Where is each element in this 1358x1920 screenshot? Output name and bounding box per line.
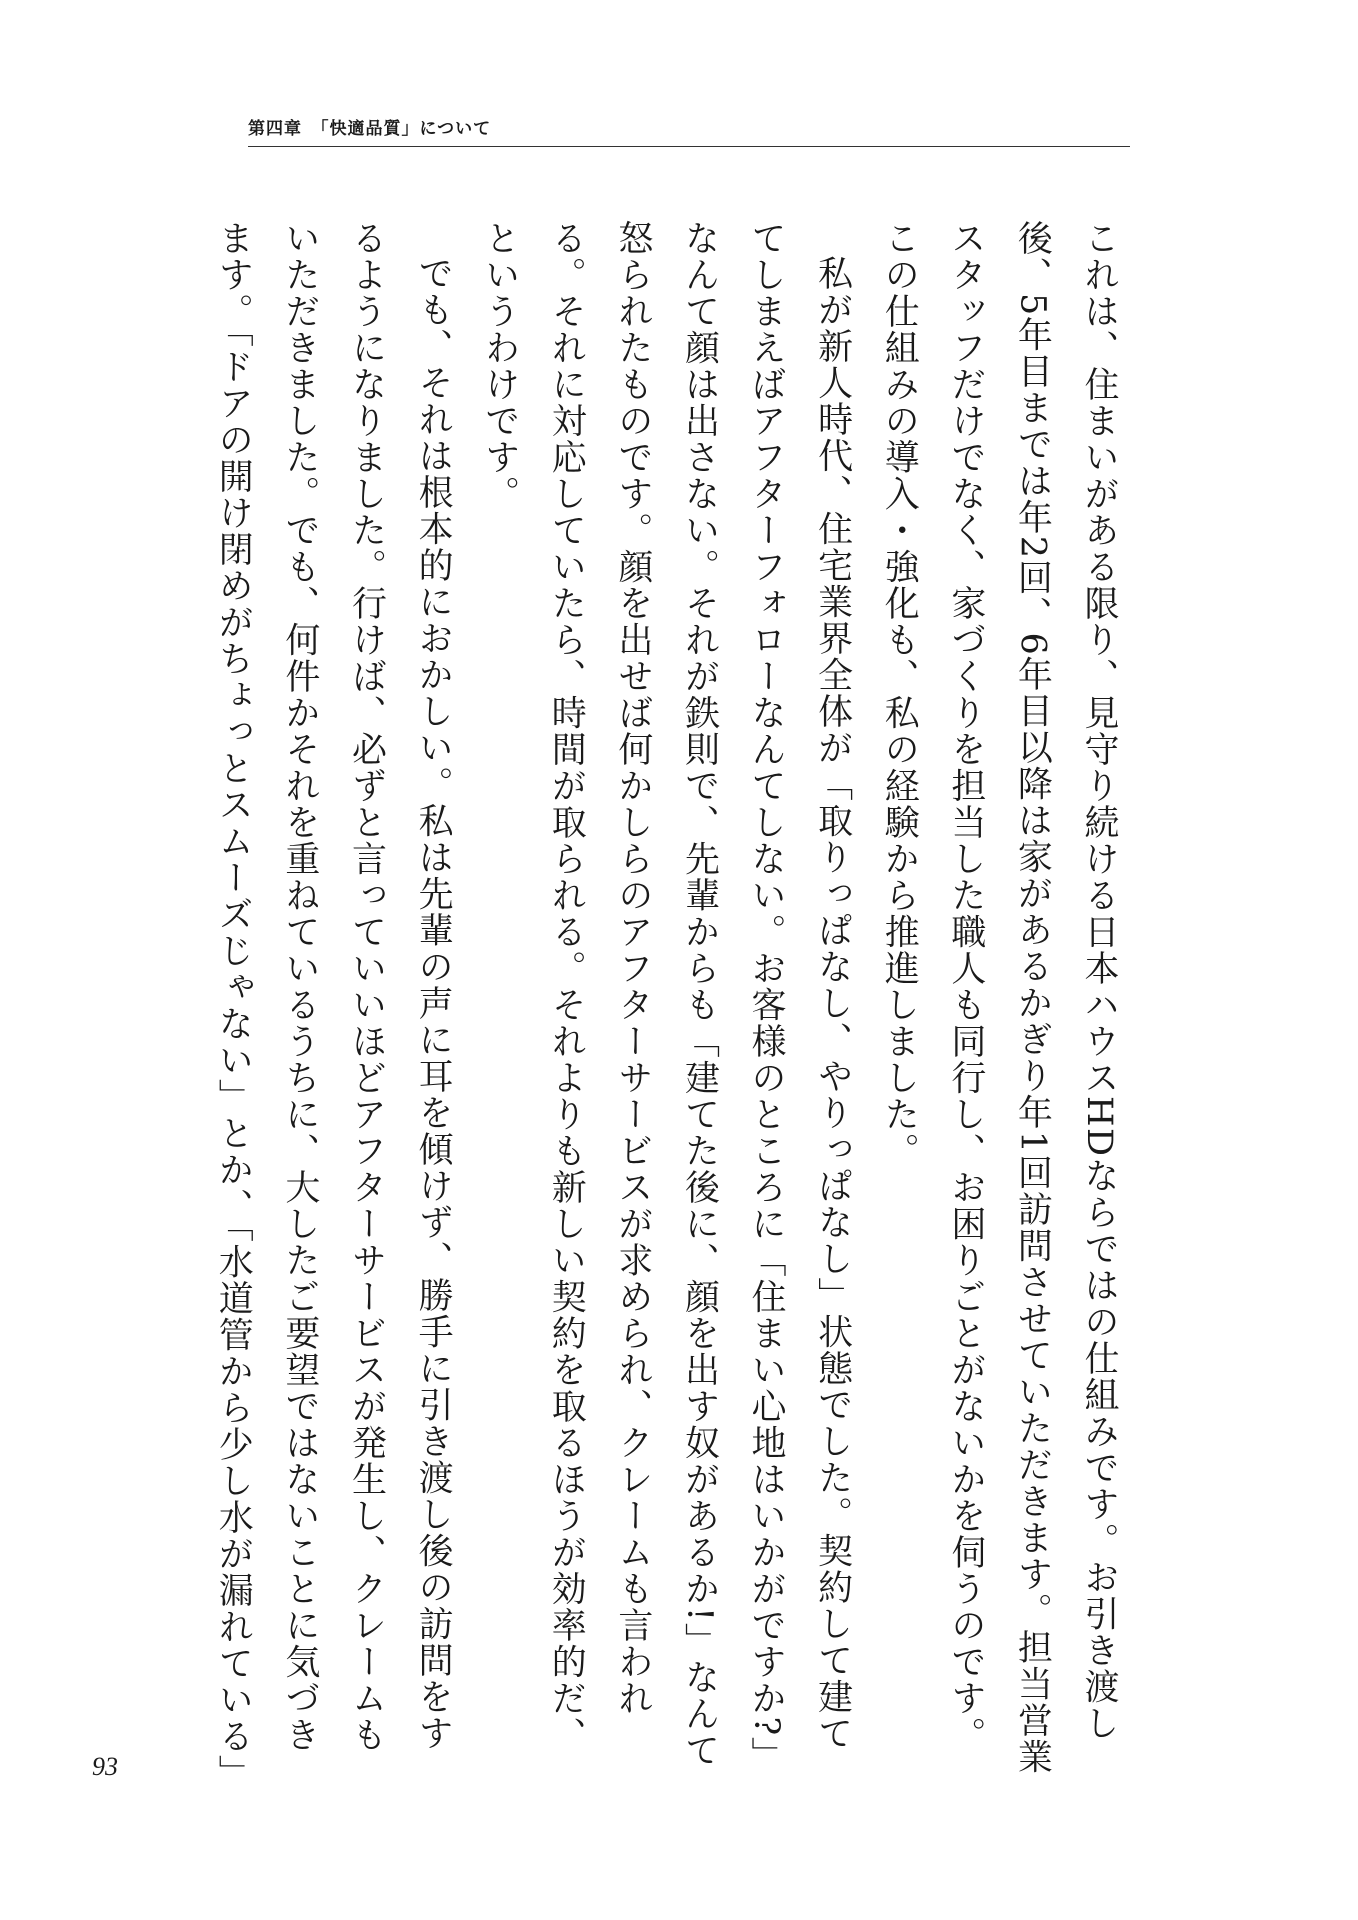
paragraph-3: でも、それは根本的におかしい。私は先輩の声に耳を傾けず、勝手に引き渡し後の訪問をするようになりました。行けば、必ずと言っていいほどアフターサービスが発生し、クレームもいただきました。でも、何件かそれを重ねているうちに、大したご要望ではないことに気づきます。「ドアの開け閉めがちょっとスムーズじゃない」とか、「水道管から少し水が漏れている」 (213, 220, 454, 1791)
running-head (248, 112, 1130, 147)
paragraph-1: これは、住まいがある限り、見守り続ける日本ハウスHDならではの仕組みです。お引き渡し後、5年目までは年2回、6年目以降は家があるかぎり年1回訪問させていただきます。担当営業スタッフだけでなく、家づくりを担当した職人も同行し、お困りごとがないかを伺うのです。この仕組みの導入・強化も、私の経験から推進しました。 (879, 220, 1119, 1776)
chapter-title: 第四章 「快適品質」について (248, 119, 492, 139)
paragraph-2: 私が新人時代、住宅業界全体が「取りっぱなし、やりっぱなし」状態でした。契約して建ててしまえばアフターフォローなんてしない。お客様のところに「住まい心地はいかがですか?」なんて顔は出さない。それが鉄則で、先輩からも「建てた後に、顔を出す奴があるか!」なんて怒られたものです。顔を出せば何かしらのアフターサービスが求められ、クレームも言われる。それに対応していたら、時間が取られる。それよりも新しい契約を取るほうが効率的だ、というわけです。 (479, 220, 853, 1774)
page-number: 93 (92, 1752, 118, 1781)
body-text (213, 220, 1132, 1791)
